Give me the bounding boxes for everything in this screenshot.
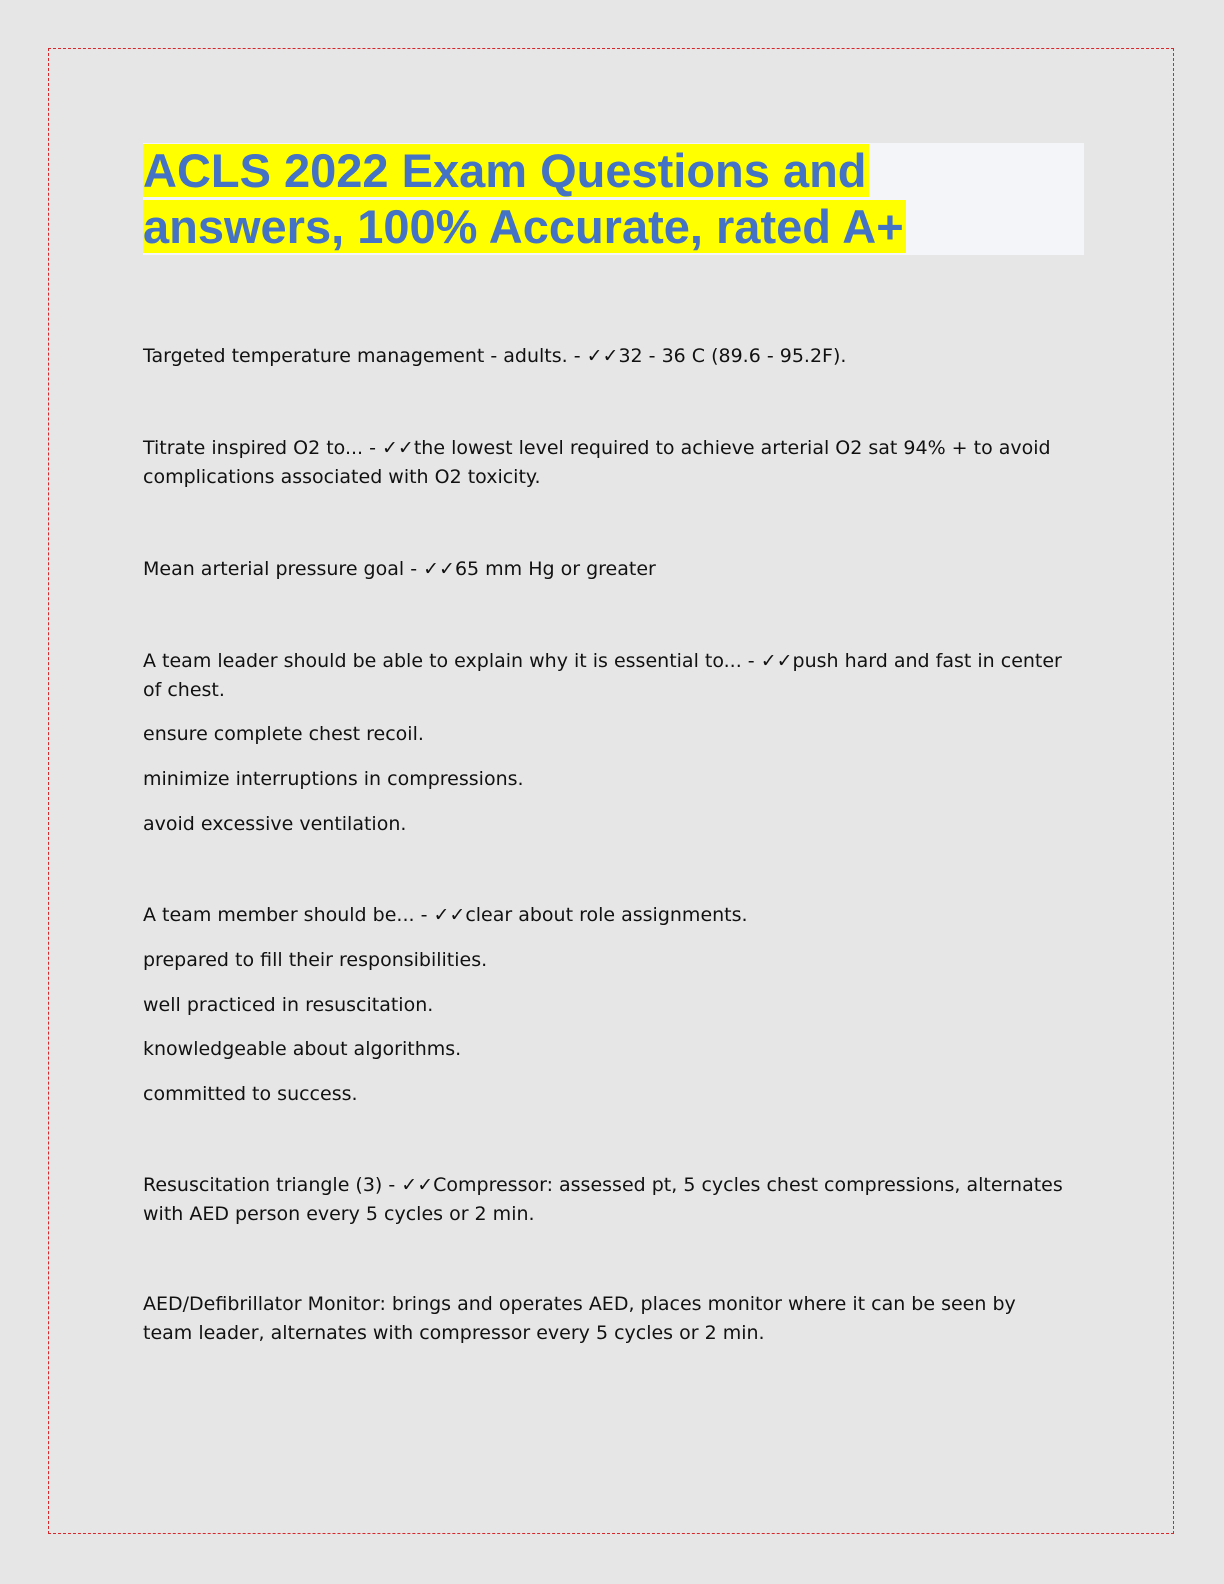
- check-mark-icon: ✓✓: [760, 650, 793, 672]
- question-text: A team member should be... -: [143, 904, 434, 926]
- answer-text: clear about role assignments.: [465, 904, 748, 926]
- check-mark-icon: ✓✓: [433, 904, 466, 926]
- answer-line: avoid excessive ventilation.: [143, 813, 407, 835]
- closing-paragraph: AED/Defibrillator Monitor: brings and operates AED, places monitor where it can be seen by team leader, alternates with compressor every 5 cycles or 2 min.: [143, 1293, 1016, 1344]
- question-text: Resuscitation triangle (3) -: [143, 1174, 402, 1196]
- check-mark-icon: ✓✓: [423, 558, 455, 580]
- answer-text: the lowest level required to achieve arterial O2 sat 94% + to avoid complications associated with O2 toxicity.: [143, 437, 1051, 488]
- answer-line: committed to success.: [143, 1083, 358, 1105]
- title-line-1: ACLS 2022 Exam Questions and: [143, 144, 867, 197]
- title-line-2: answers, 100% Accurate, rated A+: [143, 200, 904, 253]
- question-text: Mean arterial pressure goal -: [143, 558, 424, 580]
- question-text: Titrate inspired O2 to... -: [143, 437, 383, 459]
- answer-line: ensure complete chest recoil.: [143, 723, 424, 745]
- answer-text: Compressor: assessed pt, 5 cycles chest compressions, alternates with AED person every 5 cycles or 2 min.: [143, 1174, 1063, 1225]
- qa-entry-team-member: [143, 901, 1063, 930]
- check-mark-icon: ✓✓: [586, 345, 619, 367]
- answer-line: well practiced in resuscitation.: [143, 994, 434, 1016]
- answer-text: push hard and fast in center of chest.: [143, 650, 1062, 701]
- answer-line: knowledgeable about algorithms.: [143, 1038, 462, 1060]
- qa-entry-map-goal: [143, 555, 1063, 584]
- question-text: A team leader should be able to explain why it is essential to... -: [143, 650, 761, 672]
- qa-entry-temperature: [143, 342, 1063, 371]
- title-block: [143, 143, 1084, 255]
- qa-entry-team-leader: [143, 647, 1063, 705]
- check-mark-icon: ✓✓: [382, 437, 414, 459]
- question-text: Targeted temperature management - adults. -: [143, 345, 587, 367]
- document-title: [143, 143, 1084, 255]
- check-mark-icon: ✓✓: [401, 1174, 434, 1196]
- answer-line: prepared to fill their responsibilities.: [143, 949, 488, 971]
- answer-line: minimize interruptions in compressions.: [143, 768, 524, 790]
- answer-text: 65 mm Hg or greater: [454, 558, 656, 580]
- answer-text: 32 - 36 C (89.6 - 95.2F).: [618, 345, 847, 367]
- qa-entry-titrate-o2: [143, 434, 1063, 492]
- qa-entry-resuscitation-triangle: [143, 1171, 1063, 1229]
